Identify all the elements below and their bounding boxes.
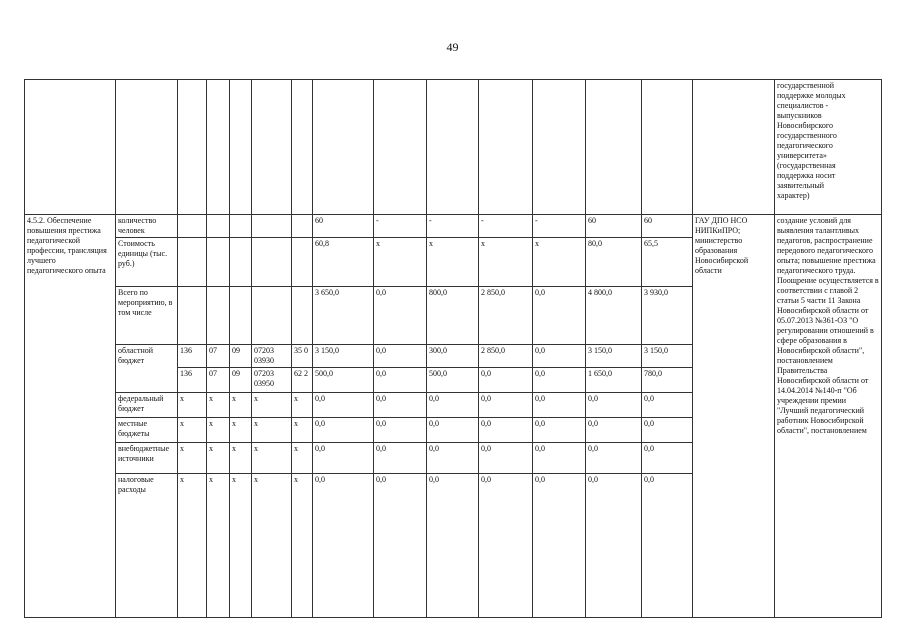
code-cell bbox=[252, 287, 292, 345]
code-cell-text: х bbox=[232, 419, 236, 428]
executor-cell bbox=[693, 215, 775, 618]
row-label bbox=[116, 287, 178, 345]
empty-cell bbox=[25, 80, 116, 215]
code-cell bbox=[207, 443, 230, 474]
code-cell bbox=[207, 393, 230, 418]
value-cell-text: 0,0 bbox=[429, 419, 439, 428]
value-cell-text: 0,0 bbox=[376, 288, 386, 297]
value-cell-text: х bbox=[429, 239, 433, 248]
code-cell bbox=[292, 345, 313, 368]
row-label-text: налоговые расходы bbox=[118, 475, 154, 494]
code-cell-text: х bbox=[254, 444, 258, 453]
value-cell-text: 0,0 bbox=[315, 475, 325, 484]
code-cell-text: х bbox=[180, 475, 184, 484]
code-cell-text: х bbox=[294, 394, 298, 403]
code-cell bbox=[252, 368, 292, 393]
code-cell-text: 136 bbox=[180, 346, 192, 355]
code-cell bbox=[178, 238, 207, 287]
value-cell bbox=[586, 345, 642, 368]
value-cell-text: 0,0 bbox=[535, 444, 545, 453]
code-cell bbox=[178, 393, 207, 418]
empty-cell bbox=[479, 80, 533, 215]
code-cell bbox=[252, 474, 292, 618]
value-cell bbox=[642, 418, 693, 443]
code-cell bbox=[178, 215, 207, 238]
value-cell-text: 3 930,0 bbox=[644, 288, 668, 297]
row-label bbox=[116, 215, 178, 238]
value-cell-text: 3 650,0 bbox=[315, 288, 339, 297]
empty-cell bbox=[230, 80, 252, 215]
value-cell-text: 0,0 bbox=[535, 288, 545, 297]
code-cell-text: х bbox=[209, 419, 213, 428]
table-row bbox=[25, 80, 882, 215]
value-cell-text: 80,0 bbox=[588, 239, 602, 248]
value-cell bbox=[427, 345, 479, 368]
value-cell bbox=[374, 238, 427, 287]
value-cell bbox=[313, 345, 374, 368]
empty-cell bbox=[586, 80, 642, 215]
code-cell bbox=[178, 368, 207, 393]
code-cell bbox=[292, 474, 313, 618]
value-cell bbox=[586, 215, 642, 238]
value-cell bbox=[427, 443, 479, 474]
value-cell bbox=[427, 474, 479, 618]
row-label bbox=[116, 474, 178, 618]
value-cell-text: 0,0 bbox=[535, 419, 545, 428]
code-cell-text: х bbox=[209, 475, 213, 484]
code-cell bbox=[292, 418, 313, 443]
row-label bbox=[116, 345, 178, 393]
value-cell bbox=[533, 345, 586, 368]
code-cell bbox=[207, 474, 230, 618]
code-cell bbox=[230, 393, 252, 418]
code-cell-text: х bbox=[209, 394, 213, 403]
code-cell-text: х bbox=[254, 475, 258, 484]
value-cell-text: 0,0 bbox=[644, 475, 654, 484]
value-cell-text: 2 850,0 bbox=[481, 346, 505, 355]
code-cell bbox=[230, 287, 252, 345]
value-cell-text: 60 bbox=[588, 216, 596, 225]
value-cell-text: 0,0 bbox=[315, 394, 325, 403]
executor-cell-text: ГАУ ДПО НСО НИПКиПРО; министерство образования Новосибирской области bbox=[695, 216, 749, 275]
code-cell-text: х bbox=[232, 444, 236, 453]
code-cell bbox=[252, 345, 292, 368]
value-cell bbox=[479, 418, 533, 443]
value-cell bbox=[642, 238, 693, 287]
value-cell bbox=[533, 443, 586, 474]
value-cell bbox=[533, 287, 586, 345]
row-label-text: внебюджетные источники bbox=[118, 444, 169, 463]
value-cell bbox=[533, 418, 586, 443]
value-cell bbox=[374, 474, 427, 618]
value-cell-text: 0,0 bbox=[429, 394, 439, 403]
value-cell-text: 65,5 bbox=[644, 239, 658, 248]
budget-table bbox=[24, 79, 882, 618]
value-cell-text: - bbox=[376, 216, 379, 225]
value-cell-text: 2 850,0 bbox=[481, 288, 505, 297]
value-cell bbox=[642, 443, 693, 474]
value-cell bbox=[313, 393, 374, 418]
value-cell-text: 60 bbox=[315, 216, 323, 225]
empty-cell bbox=[427, 80, 479, 215]
row-label-text: местные бюджеты bbox=[118, 419, 150, 438]
value-cell bbox=[479, 215, 533, 238]
measure-title-cell-text: 4.5.2. Обеспечение повышения престижа педагогической профессии, трансляция лучшего педагогического опыта bbox=[27, 216, 107, 275]
empty-cell bbox=[116, 80, 178, 215]
value-cell bbox=[313, 368, 374, 393]
value-cell bbox=[533, 238, 586, 287]
value-cell bbox=[586, 393, 642, 418]
value-cell-text: 0,0 bbox=[481, 444, 491, 453]
value-cell bbox=[479, 238, 533, 287]
value-cell bbox=[586, 368, 642, 393]
value-cell bbox=[427, 418, 479, 443]
code-cell bbox=[292, 443, 313, 474]
value-cell-text: х bbox=[535, 239, 539, 248]
code-cell bbox=[292, 368, 313, 393]
value-cell bbox=[586, 443, 642, 474]
value-cell-text: - bbox=[535, 216, 538, 225]
value-cell-text: 3 150,0 bbox=[644, 346, 668, 355]
code-cell bbox=[230, 368, 252, 393]
value-cell bbox=[313, 287, 374, 345]
empty-cell bbox=[207, 80, 230, 215]
value-cell-text: 0,0 bbox=[481, 369, 491, 378]
code-cell-text: 07 bbox=[209, 369, 217, 378]
code-cell bbox=[178, 474, 207, 618]
value-cell bbox=[586, 474, 642, 618]
value-cell-text: - bbox=[429, 216, 432, 225]
value-cell bbox=[533, 474, 586, 618]
value-cell-text: 60,8 bbox=[315, 239, 329, 248]
code-cell bbox=[230, 215, 252, 238]
value-cell bbox=[427, 238, 479, 287]
value-cell-text: 780,0 bbox=[644, 369, 662, 378]
code-cell-text: х bbox=[254, 394, 258, 403]
code-cell bbox=[292, 393, 313, 418]
code-cell-text: х bbox=[232, 394, 236, 403]
code-cell-text: х bbox=[209, 444, 213, 453]
empty-cell bbox=[292, 80, 313, 215]
value-cell bbox=[313, 238, 374, 287]
value-cell bbox=[374, 215, 427, 238]
note-cell-text: государственной поддержке молодых специалистов - выпускников Новосибирского государственного педагогического университета» (государственная поддержка носит заявительный характер) bbox=[777, 81, 846, 200]
value-cell bbox=[586, 238, 642, 287]
value-cell-text: 800,0 bbox=[429, 288, 447, 297]
code-cell bbox=[230, 474, 252, 618]
row-label-text: федеральный бюджет bbox=[118, 394, 164, 413]
value-cell bbox=[427, 393, 479, 418]
code-cell bbox=[230, 238, 252, 287]
value-cell-text: 0,0 bbox=[376, 369, 386, 378]
value-cell bbox=[374, 345, 427, 368]
value-cell-text: - bbox=[481, 216, 484, 225]
code-cell bbox=[230, 443, 252, 474]
value-cell-text: 0,0 bbox=[588, 394, 598, 403]
value-cell bbox=[479, 287, 533, 345]
empty-cell bbox=[252, 80, 292, 215]
row-label-text: Всего по мероприятию, в том числе bbox=[118, 288, 173, 317]
code-cell bbox=[292, 287, 313, 345]
value-cell-text: 0,0 bbox=[315, 419, 325, 428]
value-cell bbox=[479, 474, 533, 618]
value-cell bbox=[374, 368, 427, 393]
code-cell bbox=[207, 345, 230, 368]
value-cell bbox=[479, 443, 533, 474]
code-cell bbox=[178, 443, 207, 474]
empty-cell bbox=[313, 80, 374, 215]
value-cell-text: 500,0 bbox=[429, 369, 447, 378]
code-cell bbox=[207, 215, 230, 238]
code-cell bbox=[252, 238, 292, 287]
row-label-text: областной бюджет bbox=[118, 346, 154, 365]
value-cell bbox=[479, 393, 533, 418]
result-cell bbox=[775, 215, 882, 618]
value-cell-text: 0,0 bbox=[644, 394, 654, 403]
value-cell-text: 0,0 bbox=[588, 475, 598, 484]
value-cell-text: 0,0 bbox=[376, 419, 386, 428]
note-cell bbox=[775, 80, 882, 215]
measure-title-cell bbox=[25, 215, 116, 618]
code-cell bbox=[207, 238, 230, 287]
code-cell bbox=[252, 215, 292, 238]
code-cell bbox=[252, 418, 292, 443]
page-number: 49 bbox=[446, 40, 459, 54]
result-cell-text: создание условий для выявления талантливых педагогов, распространение передового педагогического опыта; повышение престижа педагогического труда. Поощрение осуществляется в соответствии с главой 2 статьи 5 части 11 Закона Новосибирской области от 05.07.2013 №361-ОЗ "О регулировании отношений в сфере образования в Новосибирской области", постановлением Правительства Новосибирской области от 14.04.2014 №140-п "Об учреждении премии "Лучший педагогический работник Новосибирской области", постановлением bbox=[777, 216, 879, 435]
value-cell bbox=[374, 443, 427, 474]
value-cell-text: 0,0 bbox=[588, 419, 598, 428]
row-label bbox=[116, 418, 178, 443]
code-cell bbox=[178, 345, 207, 368]
code-cell-text: х bbox=[180, 444, 184, 453]
value-cell bbox=[533, 368, 586, 393]
code-cell bbox=[178, 287, 207, 345]
table-row bbox=[25, 215, 882, 238]
value-cell bbox=[313, 443, 374, 474]
code-cell-text: 136 bbox=[180, 369, 192, 378]
value-cell-text: 3 150,0 bbox=[315, 346, 339, 355]
empty-cell bbox=[533, 80, 586, 215]
empty-cell bbox=[374, 80, 427, 215]
value-cell bbox=[427, 287, 479, 345]
row-label-text: количество человек bbox=[118, 216, 157, 235]
code-cell-text: х bbox=[232, 475, 236, 484]
value-cell-text: 0,0 bbox=[481, 475, 491, 484]
row-label bbox=[116, 443, 178, 474]
code-cell bbox=[207, 287, 230, 345]
value-cell-text: 0,0 bbox=[644, 444, 654, 453]
value-cell-text: 0,0 bbox=[315, 444, 325, 453]
value-cell-text: х bbox=[481, 239, 485, 248]
code-cell-text: х bbox=[294, 475, 298, 484]
value-cell bbox=[313, 215, 374, 238]
code-cell-text: 07203 03950 bbox=[254, 369, 274, 388]
value-cell bbox=[479, 368, 533, 393]
value-cell-text: 0,0 bbox=[535, 346, 545, 355]
value-cell bbox=[313, 418, 374, 443]
code-cell bbox=[230, 345, 252, 368]
value-cell bbox=[642, 215, 693, 238]
value-cell bbox=[374, 418, 427, 443]
code-cell-text: х bbox=[254, 419, 258, 428]
code-cell-text: х bbox=[294, 444, 298, 453]
code-cell-text: 09 bbox=[232, 369, 240, 378]
value-cell-text: х bbox=[376, 239, 380, 248]
code-cell bbox=[207, 418, 230, 443]
code-cell-text: 35 0 bbox=[294, 346, 308, 355]
value-cell-text: 0,0 bbox=[588, 444, 598, 453]
value-cell-text: 0,0 bbox=[376, 444, 386, 453]
value-cell-text: 60 bbox=[644, 216, 652, 225]
value-cell bbox=[374, 287, 427, 345]
value-cell-text: 0,0 bbox=[429, 444, 439, 453]
code-cell-text: х bbox=[180, 419, 184, 428]
value-cell-text: 4 800,0 bbox=[588, 288, 612, 297]
code-cell-text: х bbox=[180, 394, 184, 403]
value-cell-text: 500,0 bbox=[315, 369, 333, 378]
empty-cell bbox=[693, 80, 775, 215]
value-cell bbox=[374, 393, 427, 418]
value-cell-text: 0,0 bbox=[644, 419, 654, 428]
value-cell bbox=[642, 345, 693, 368]
value-cell-text: 0,0 bbox=[481, 394, 491, 403]
code-cell bbox=[178, 418, 207, 443]
value-cell-text: 0,0 bbox=[429, 475, 439, 484]
code-cell bbox=[230, 418, 252, 443]
value-cell-text: 3 150,0 bbox=[588, 346, 612, 355]
value-cell bbox=[533, 215, 586, 238]
value-cell-text: 300,0 bbox=[429, 346, 447, 355]
empty-cell bbox=[178, 80, 207, 215]
value-cell-text: 0,0 bbox=[376, 346, 386, 355]
value-cell bbox=[313, 474, 374, 618]
code-cell bbox=[252, 443, 292, 474]
code-cell-text: 09 bbox=[232, 346, 240, 355]
value-cell bbox=[427, 368, 479, 393]
code-cell bbox=[252, 393, 292, 418]
value-cell-text: 0,0 bbox=[535, 369, 545, 378]
value-cell-text: 0,0 bbox=[535, 394, 545, 403]
code-cell bbox=[207, 368, 230, 393]
code-cell bbox=[292, 238, 313, 287]
code-cell-text: х bbox=[294, 419, 298, 428]
code-cell bbox=[292, 215, 313, 238]
row-label bbox=[116, 238, 178, 287]
value-cell bbox=[533, 393, 586, 418]
value-cell-text: 1 650,0 bbox=[588, 369, 612, 378]
value-cell bbox=[479, 345, 533, 368]
value-cell bbox=[642, 474, 693, 618]
code-cell-text: 07203 03930 bbox=[254, 346, 274, 365]
value-cell-text: 0,0 bbox=[376, 475, 386, 484]
value-cell bbox=[642, 368, 693, 393]
value-cell bbox=[427, 215, 479, 238]
empty-cell bbox=[642, 80, 693, 215]
value-cell bbox=[642, 287, 693, 345]
code-cell-text: 07 bbox=[209, 346, 217, 355]
value-cell bbox=[586, 418, 642, 443]
value-cell-text: 0,0 bbox=[376, 394, 386, 403]
value-cell bbox=[642, 393, 693, 418]
value-cell bbox=[586, 287, 642, 345]
row-label-text: Стоимость единицы (тыс. руб.) bbox=[118, 239, 168, 268]
value-cell-text: 0,0 bbox=[481, 419, 491, 428]
row-label bbox=[116, 393, 178, 418]
code-cell-text: 62 2 bbox=[294, 369, 308, 378]
value-cell-text: 0,0 bbox=[535, 475, 545, 484]
